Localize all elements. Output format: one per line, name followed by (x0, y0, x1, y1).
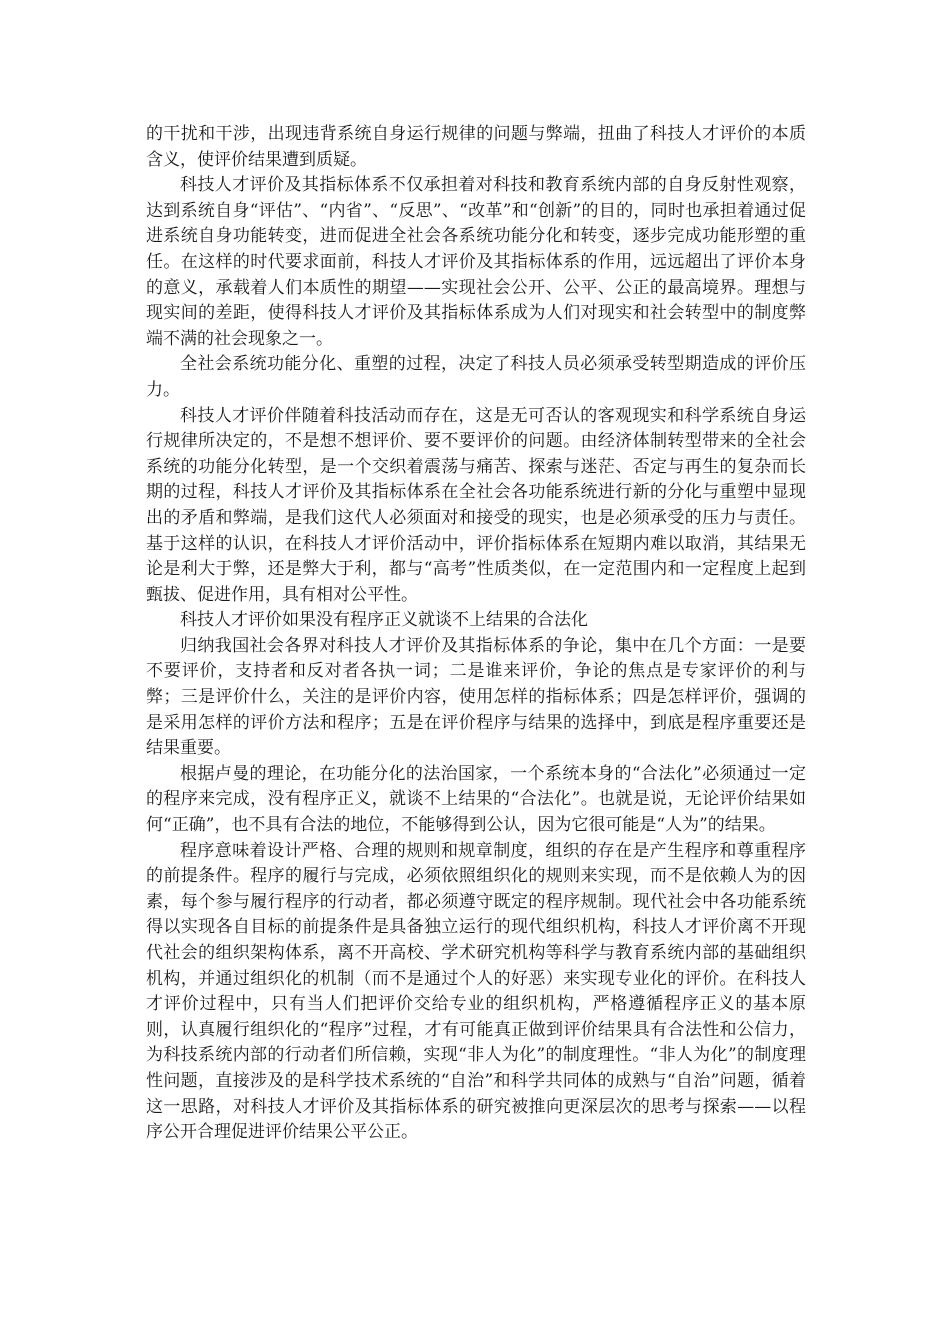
section-heading: 科技人才评价如果没有程序正义就谈不上结果的合法化 (180, 610, 588, 631)
paragraph: 归纳我国社会各界对科技人才评价及其指标体系的争论，集中在几个方面：一是要不要评价，支持者和反对者各执一词；二是谁来评价，争论的焦点是专家评价的利与弊；三是评价什么，关注的是评价内容，使用怎样的指标体系；四是怎样评价，强调的是采用怎样的评价方法和程序；五是在评价程序与结果的选择中，到底是程序重要还是结果重要。 (146, 635, 806, 759)
document-body (146, 122, 806, 1146)
paragraph: 科技人才评价及其指标体系不仅承担着对科技和教育系统内部的自身反射性观察，达到系统自身“评估”、“内省”、“反思”、“改革”和“创新”的目的，同时也承担着通过促进系统自身功能转变，进而促进全社会各系统功能分化和转变，逐步完成功能形塑的重任。在这样的时代要求面前，科技人才评价及其指标体系的作用，远远超出了评价本身的意义，承载着人们本质性的期望——实现社会公开、公平、公正的最高境界。理想与现实间的差距，使得科技人才评价及其指标体系成为人们对现实和社会转型中的制度弊端不满的社会现象之一。 (146, 175, 806, 349)
paragraph: 科技人才评价伴随着科技活动而存在，这是无可否认的客观现实和科学系统自身运行规律所决定的，不是想不想评价、要不要评价的问题。由经济体制转型带来的全社会系统的功能分化转型，是一个交织着震荡与痛苦、探索与迷茫、否定与再生的复杂而长期的过程，科技人才评价及其指标体系在全社会各功能系统进行新的分化与重塑中显现出的矛盾和弊端，是我们这代人必须面对和接受的现实，也是必须承受的压力与责任。基于这样的认识，在科技人才评价活动中，评价指标体系在短期内难以取消，其结果无论是利大于弊，还是弊大于利，都与“高考”性质类似，在一定范围内和一定程度上起到甄拔、促进作用，具有相对公平性。 (146, 405, 806, 605)
paragraph: 全社会系统功能分化、重塑的过程，决定了科技人员必须承受转型期造成的评价压力。 (146, 354, 806, 400)
paragraph: 程序意味着设计严格、合理的规则和规章制度，组织的存在是产生程序和尊重程序的前提条件。程序的履行与完成，必须依照组织化的规则来实现，而不是依赖人为的因素，每个参与履行程序的行动者，都必须遵守既定的程序规制。现代社会中各功能系统得以实现各自目标的前提条件是具备独立运行的现代组织机构，科技人才评价离不开现代社会的组织架构体系，离不开高校、学术研究机构等科学与教育系统内部的基础组织机构，并通过组织化的机制（而不是通过个人的好恶）来实现专业化的评价。在科技人才评价过程中，只有当人们把评价交给专业的组织机构，严格遵循程序正义的基本原则，认真履行组织化的“程序”过程，才有可能真正做到评价结果具有合法性和公信力，为科技系统内部的行动者们所信赖，实现“非人为化”的制度理性。“非人为化”的制度理性问题，直接涉及的是科学技术系统的“自治”和科学共同体的成熟与“自治”问题，循着这一思路，对科技人才评价及其指标体系的研究被推向更深层次的思考与探索——以程序公开合理促进评价结果公平公正。 (146, 840, 806, 1143)
paragraph: 根据卢曼的理论，在功能分化的法治国家，一个系统本身的“合法化”必须通过一定的程序来完成，没有程序正义，就谈不上结果的“合法化”。也就是说，无论评价结果如何“正确”，也不具有合法的地位，不能够得到公认，因为它很可能是“人为”的结果。 (146, 763, 806, 836)
paragraph-continued: 的干扰和干涉，出现违背系统自身运行规律的问题与弊端，扭曲了科技人才评价的本质含义，使评价结果遭到质疑。 (146, 124, 806, 170)
